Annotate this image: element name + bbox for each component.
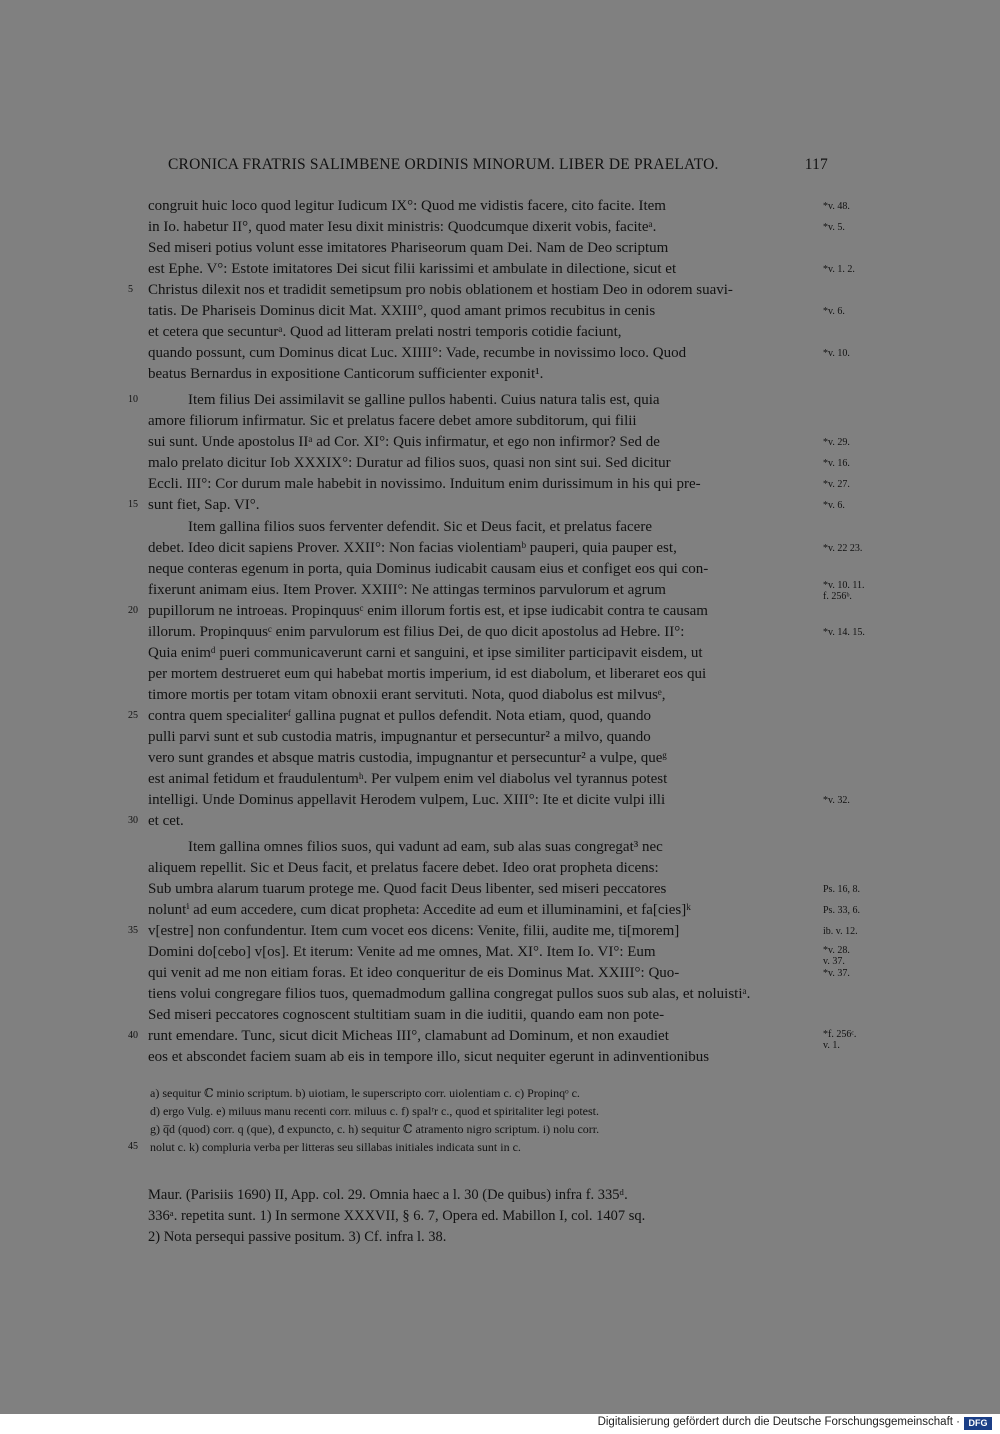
text-line: intelligi. Unde Dominus appellavit Herodem vulpem, Luc. XIII°: Ite et dicite vulpi illi (148, 792, 666, 808)
note-line: 336ᵃ. repetita sunt. 1) In sermone XXXVII, § 6. 7, Opera ed. Mabillon I, col. 1407 sq. (148, 1208, 646, 1224)
text-line: congruit huic loco quod legitur Iudicum IX°: Quod me vidistis facere, cito facite. Item (148, 198, 666, 214)
line-number: 5 (128, 284, 133, 295)
funding-footer (0, 1414, 1000, 1434)
text-line: Domini do[cebo] v[os]. Et iterum: Venite ad me omnes, Mat. XI°. Item Io. VI°: Eum (148, 944, 656, 960)
text-line: Sub umbra alarum tuarum protege me. Quod facit Deus libenter, sed miseri peccatores (148, 881, 667, 897)
margin-ref: *v. 6. (823, 500, 845, 511)
text-line: v[estre] non confundentur. Item cum vocet eos dicens: Venite, filii, audite me, ti[morem] (148, 923, 680, 939)
margin-ref: *v. 28. v. 37. (823, 945, 850, 967)
line-number: 40 (128, 1030, 138, 1041)
margin-ref: ib. v. 12. (823, 926, 858, 937)
margin-ref: *v. 10. 11. f. 256ᵇ. (823, 580, 865, 602)
margin-ref: *v. 6. (823, 306, 845, 317)
text-line: sui sunt. Unde apostolus IIᵃ ad Cor. XI°: Quis infirmatur, et ego non infirmor? Sed de (148, 434, 660, 450)
line-number: 30 (128, 815, 138, 826)
margin-ref: *v. 16. (823, 458, 850, 469)
line-number: 45 (128, 1141, 138, 1152)
text-line: qui venit ad me non eitiam foras. Et ideo conqueritur de eis Dominus Mat. XXIII°: Quo- (148, 965, 680, 981)
margin-ref: *v. 1. 2. (823, 264, 855, 275)
text-line: Item gallina filios suos ferventer defendit. Sic et Deus facit, et prelatus facere (188, 519, 652, 535)
margin-ref: Ps. 33, 6. (823, 905, 860, 916)
line-number: 35 (128, 925, 138, 936)
note-line: 2) Nota persequi passive positum. 3) Cf. infra l. 38. (148, 1229, 447, 1245)
margin-ref: *v. 10. (823, 348, 850, 359)
margin-ref: *v. 48. (823, 201, 850, 212)
line-number: 20 (128, 605, 138, 616)
running-header (168, 156, 828, 174)
apparatus-line: nolut c. k) compluria verba per litteras seu sillabas initiales indicata sunt in c. (150, 1140, 521, 1154)
apparatus-line: d) ergo Vulg. e) miluus manu recenti corr. miluus c. f) spalʳr c., quod et spiritaliter legi potest. (150, 1104, 600, 1118)
margin-ref: *v. 29. (823, 437, 850, 448)
margin-ref: *v. 32. (823, 795, 850, 806)
text-line: contra quem specialiterᶠ gallina pugnat et pullos defendit. Nota etiam, quod, quando (148, 708, 651, 724)
text-line: timore mortis per totam vitam obnoxii erant servituti. Nota, quod diabolus est milvusᵉ, (148, 687, 666, 703)
text-line: eos et abscondet faciem suam ab eis in tempore illo, sicut nequiter egerunt in adinventionibus (148, 1049, 710, 1065)
text-line: Eccli. III°: Cor durum male habebit in novissimo. Induitum enim durissimum in his qui pre- (148, 476, 701, 492)
text-line: runt emendare. Tunc, sicut dicit Micheas III°, clamabunt ad Dominum, et non exaudiet (148, 1028, 669, 1044)
text-line: Sed miseri potius volunt esse imitatores Phariseorum quam Dei. Nam de Deo scriptum (148, 240, 669, 256)
text-line: quando possunt, cum Dominus dicat Luc. XIIII°: Vade, recumbe in novissimo loco. Quod (148, 345, 687, 361)
text-line: tiens volui congregare filios tuos, quemadmodum gallina congregat pullos suos sub alas, et noluistiᵃ. (148, 986, 751, 1002)
funding-text: Digitalisierung gefördert durch die Deutsche Forschungsgemeinschaft · (597, 1416, 960, 1428)
text-line: et cet. (148, 813, 184, 829)
text-line: amore filiorum infirmatur. Sic et prelatus facere debet amore subditorum, qui filii (148, 413, 637, 429)
text-line: sunt fiet, Sap. VI°. (148, 497, 260, 513)
text-line: beatus Bernardus in expositione Canticorum sufficienter exponit¹. (148, 366, 544, 382)
margin-ref: *v. 37. (823, 968, 850, 979)
margin-ref: *v. 27. (823, 479, 850, 490)
text-line: tatis. De Phariseis Dominus dicit Mat. XXIII°, quod amant primos recubitus in cenis (148, 303, 656, 319)
apparatus-line: g) q̅d (quod) corr. q (que), đ expuncto, c. h) sequitur ℂ atramento nigro scriptum. i) nolu corr. (150, 1122, 600, 1136)
margin-ref: Ps. 16, 8. (823, 884, 860, 895)
page-number: 117 (804, 156, 828, 173)
margin-ref: *f. 256ᶜ. v. 1. (823, 1029, 857, 1051)
text-line: pupillorum ne introeas. Propinquusᶜ enim illorum fortis est, et ipse iudicabit contra te causam (148, 603, 708, 619)
text-line: est Ephe. V°: Estote imitatores Dei sicut filii karissimi et ambulate in dilectione, sicut et (148, 261, 677, 277)
text-line: Item gallina omnes filios suos, qui vadunt ad eam, sub alas suas congregat³ nec (188, 839, 663, 855)
text-line: malo prelato dicitur Iob XXXIX°: Duratur ad filios suos, quasi non sint sui. Sed dicitur (148, 455, 671, 471)
text-line: vero sunt grandes et absque matris custodia, impugnantur et persecuntur² a vulpe, queᵍ (148, 750, 667, 766)
running-title: CRONICA FRATRIS SALIMBENE ORDINIS MINORUM. LIBER DE PRAELATO. (168, 156, 719, 173)
apparatus-line: a) sequitur ℂ minio scriptum. b) uiotiam, le superscripto corr. uiolentiam c. c) Propinqᵒ c. (150, 1086, 580, 1100)
text-line: Quia enimᵈ pueri communicaverunt carni et sanguini, et ipse similiter participavit eisdem, ut (148, 645, 703, 661)
note-line: Maur. (Parisiis 1690) II, App. col. 29. Omnia haec a l. 30 (De quibus) infra f. 335ᵈ. (148, 1187, 628, 1203)
text-line: neque conteras egenum in porta, quia Dominus iudicabit causam eius et configet eos qui con- (148, 561, 709, 577)
text-line: Christus dilexit nos et tradidit semetipsum pro nobis oblationem et hostiam Deo in odorem suavi- (148, 282, 733, 298)
line-number: 15 (128, 499, 138, 510)
margin-ref: *v. 22 23. (823, 543, 863, 554)
text-line: Sed miseri peccatores cognoscent stultitiam suam in die iuditii, quando eam non pote- (148, 1007, 665, 1023)
text-line: noluntⁱ ad eum accedere, cum dicat propheta: Accedite ad eum et illuminamini, et fa[cies]ᵏ (148, 902, 691, 918)
text-line: pulli parvi sunt et sub custodia matris, impugnantur et persecuntur² a milvo, quando (148, 729, 651, 745)
text-line: debet. Ideo dicit sapiens Prover. XXII°: Non facias violentiamᵇ pauperi, quia pauper est, (148, 540, 677, 556)
text-line: Item filius Dei assimilavit se galline pullos habenti. Cuius natura talis est, quia (188, 392, 660, 408)
margin-ref: *v. 5. (823, 222, 845, 233)
text-line: in Io. habetur II°, quod mater Iesu dixit ministris: Quodcumque dixerit vobis, faciteᵃ. (148, 219, 657, 235)
text-line: fixerunt animam eius. Item Prover. XXIII°: Ne attingas terminos parvulorum et agrum (148, 582, 666, 598)
margin-ref: *v. 14. 15. (823, 627, 865, 638)
text-line: aliquem repellit. Sic et Deus facit, et prelatus facere debet. Ideo orat propheta dicens: (148, 860, 659, 876)
text-line: et cetera que secunturᵃ. Quod ad litteram prelati nostri temporis cotidie faciunt, (148, 324, 622, 340)
line-number: 10 (128, 394, 138, 405)
text-line: est animal fetidum et fraudulentumʰ. Per vulpem enim vel diabolus vel tyrannus potest (148, 771, 668, 787)
text-line: illorum. Propinquusᶜ enim parvulorum est filius Dei, de quo dicit apostolus ad Hebre. II°: (148, 624, 685, 640)
line-number: 25 (128, 710, 138, 721)
dfg-logo: DFG (964, 1417, 992, 1430)
text-line: per mortem destrueret eum qui habebat mortis imperium, id est diabolum, et liberaret eos qui (148, 666, 707, 682)
